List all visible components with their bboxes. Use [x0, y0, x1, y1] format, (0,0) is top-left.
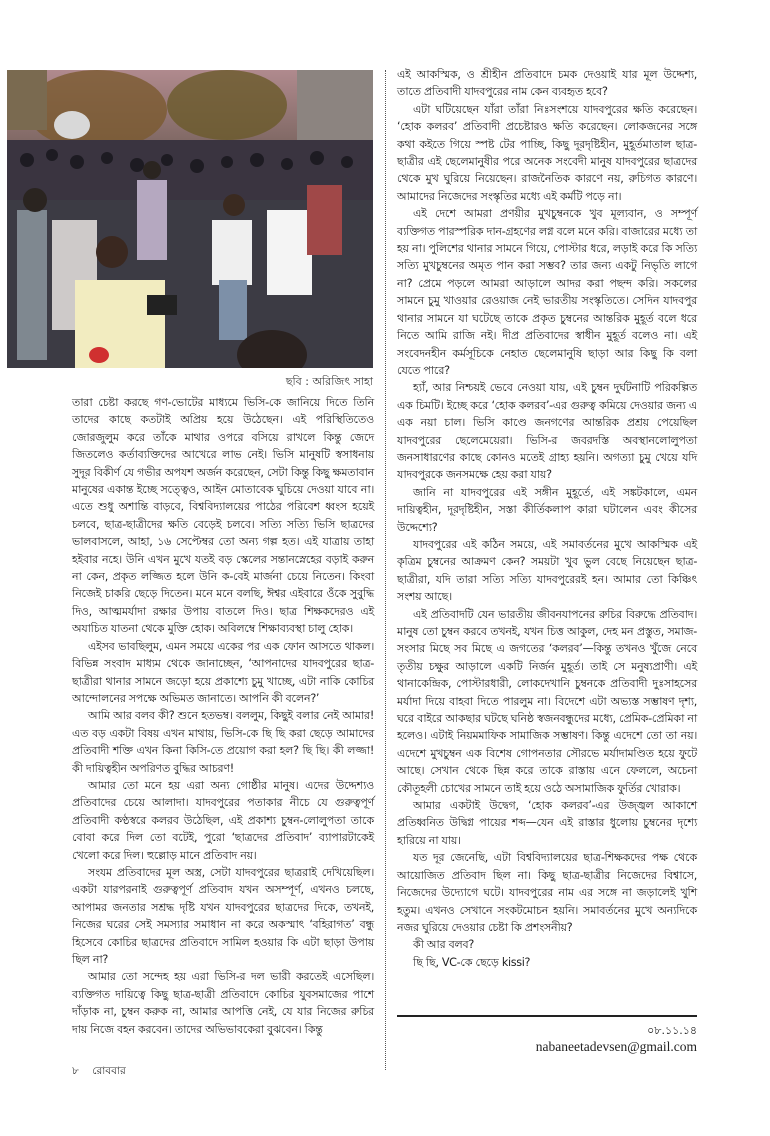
paragraph: আমি আর বলব কী? শুনে হতভম্ব। বললুম, কিছুই বলার নেই আমার! এত বড় একটা বিষয় এখন মাথায়, ভিসি-কে ছি ছি করা ছেড়ে আমাদের প্রতিবাদী শক্তি এখন কিনা কিসি-তে প্রয়োগ করা হল? ছি ছি। কী লজ্জা! কী দায়িত্বহীন অপরিণত বুদ্ধির আচরণ! [72, 709, 374, 775]
signoff-rule [397, 1015, 697, 1017]
paragraph: ছি ছি, VC-কে ছেড়ে kissi? [413, 955, 531, 969]
photo-caption: ছবি : অরিজিৎ সাহা [285, 375, 373, 388]
paragraph: এই আকস্মিক, ও শ্রীহীন প্রতিবাদে চমক দেওয়াই যার মূল উদ্দেশ্য, তাতে প্রতিবাদী যাদবপুরের নাম কেন ব্যবহৃত হবে? [397, 68, 697, 99]
paragraph: আমার তো মনে হয় এরা অন্য গোষ্ঠীর মানুষ। এদের উদ্দেশ্যও প্রতিবাদের চেয়ে আলাদা। যাদবপুরের পতাকার নীচে যে গুরুত্বপূর্ণ প্রতিবাদী কণ্ঠস্বরে কলরব উঠেছিল, এই প্রকাশ্য চুম্বন-লোলুপতা তাকে বোবা করে দিল তো বটেই, পুরো ‘ছাত্রদের প্রতিবাদ’ ব্যাপারটাকেই খেলো করে দিল। হুল্লোড় মানে প্রতিবাদ নয়। [72, 778, 374, 862]
crowd-photo-illustration [7, 70, 373, 368]
paragraph: যত দূর জেনেছি, এটা বিশ্ববিদ্যালয়ের ছাত্র-শিক্ষকদের পক্ষ থেকে আয়োজিত প্রতিবাদ ছিল না। কিছু ছাত্র-ছাত্রীর নিজেদের বিশ্বাসে, নিজেদের উদ্যোগে ঘটে। যাদবপুরের নাম এর সঙ্গে না জড়ালেই খুশি হতুম। এখনও সেখানে সংকটমোচন হয়নি। সমাবর্তনের মুখে অন্যদিকে নজর ঘুরিয়ে দেওয়ার চেষ্টা কি প্রশংসনীয়? [397, 851, 698, 934]
article-date: ০৮.১১.১৪ [647, 1024, 697, 1037]
paragraph: এই প্রতিবাদটি যেন ভারতীয় জীবনযাপনের রুচির বিরুদ্ধে প্রতিবাদ। মানুষ তো চুম্বন করবে তখনই, যখন চিত্ত আকুল, দেহ মন প্রস্তুত, সমাজ-সংসার মিছে সব মিছে এ জগতের ‘কলরব’—কিন্তু তখনও খুঁজে নেবে তৃতীয় চক্ষুর আড়ালে একটি নির্জন মুহূর্ত। তাই সে মনুষ্যপ্রাণী। এই থানাকেন্দ্রিক, পোস্টারধারী, লোকদেখানি চুম্বনকে প্রতিবাদী দুঃসাহসের মর্যাদা দিয়ে বাহবা দিতে পারলুম না। বিদেশে এটা অভ্যস্ত সম্ভাষণ দৃশ্য, ঘরে বাইরে আকছার ঘটছে ঘনিষ্ঠ স্বজনবন্ধুদের মধ্যে, প্রেমিক-প্রেমিকা না হলেও। এটাই নিয়মমাফিক সামাজিক সম্ভাষণ। কিন্তু এদেশে তো তা নয়। এদেশে মুখচুম্বন এক বিশেষ গোপনতার সৌরভে মর্যাদামণ্ডিত হয়ে ফুটে আছে। সেখান থেকে ছিন্ন করে তাকে রাস্তায় এনে ফেললে, অচেনা কৌতূহলী চোখের সামনে তাই হয়ে ওঠে অসামাজিক ফুর্তির খোরাক। [397, 607, 697, 795]
paragraph: সংযম প্রতিবাদের মূল অস্ত্র, সেটা যাদবপুরের ছাত্ররাই দেখিয়েছিল। একটা যারপরনাই গুরুত্বপূর্ণ প্রতিবাদ যখন অসম্পূর্ণ, এখনও চলছে, আপামর জনতার সশ্রদ্ধ দৃষ্টি যখন যাদবপুরের ছাত্রদের দিকে, তখনই, নিজের ঘরের সেই সমস্যার সমাধান না করে অকস্মাৎ ‘বহিরাগত’ বন্ধু হিসেবে কোচির ছাত্রদের প্রতিবাদে সামিল হওয়ার কি এটা ছাড়া উপায় ছিল না? [72, 865, 374, 966]
paragraph: তারা চেষ্টা করছে গণ-ভোটের মাধ্যমে ভিসি-কে জানিয়ে দিতে তিনি তাদের কাছে কতটাই অপ্রিয় হয়ে উঠেছেন। এই পরিস্থিতিতেও জোরজুলুম করে তাঁকে মাথার ওপরে বসিয়ে রাখলে কিন্তু জেদে জিতলেও কর্তাব্যক্তিদের আখেরে লাভ নেই। ভিসি মানুষটি স্বসাধনায় সুদূর বিকীর্ণ যে গভীর অপযশ অর্জন করেছেন, সেটা কিন্তু কিছু ক্ষমতাবান মানুষের একান্ত ইচ্ছে সত্ত্বেও, আইন মোতাবেক ঘুচিয়ে দেওয়া যাবে না। এতে শুধু অশান্তি বাড়বে, বিশ্ববিদ্যালয়ের পাঠের পরিবেশ ধ্বংস হয়েই চলবে, ছাত্র-ছাত্রীদের ক্ষতি বেড়েই চলবে। সত্যি সত্যি ভিসি ছাত্রদের ভালবাসলে, আহা, ১৬ সেপ্টেম্বর তো অন্য গল্প হত। এই যাত্রায় তাহা হইবার নহে। উনি এখন মুখে যতই বড় স্কেলের সন্তানস্নেহের বড়াই করুন না কেন, প্রকৃত লজ্জিত হলে উনি ক-বেই মার্জনা চেয়ে নিতেন। কিংবা নিজেই চাকরি ছেড়ে দিতেন। মনে মনে বলছি, ঈশ্বর এইবারে ওঁকে সুবুদ্ধি দিও, আত্মমর্যাদা রক্ষার উপায় বাতলে দিও। ছাত্র শিক্ষকদেরও এই অযাচিত যাতনা থেকে মুক্তি হোক। অবিলম্বে শিক্ষাব্যবস্থা চালু হোক। [72, 396, 374, 636]
paragraph: হ্যাঁ, আর নিশ্চয়ই ভেবে নেওয়া যায়, এই চুম্বন দুর্ঘটনাটি পরিকল্পিত এক চিমটি। ইচ্ছে করে ‘হোক কলরব’-এর গুরুত্ব কমিয়ে দেওয়ার জন্য এ এক নয়া চাল। ভিসি কাণ্ডে জনগণের আন্তরিক প্রশ্রয় পেয়েছিল যাদবপুরের ছেলেমেয়েরা। ভিসি-র জবরদস্তি অবস্থানলোলুপতা জনসাধারণের কাছে কোনও মতেই গ্রাহ্য হয়নি। অগত্যা চুমু খেয়ে যদি যাদবপুরকে জনসমক্ষে হেয় করা যায়? [397, 381, 697, 482]
paragraph: এইসব ভাবছিলুম, এমন সময়ে একের পর এক ফোন আসতে থাকল। বিভিন্ন সংবাদ মাধ্যম থেকে জানাচ্ছেন, ‘আপনাদের যাদবপুরের ছাত্র-ছাত্রীরা থানার সামনে জড়ো হয়ে প্রকাশ্যে চুমু খাচ্ছে, এটা নাকি কোচির আন্দোলনের সপক্ষে অভিমত জানাতে। আপনি কী বলেন?’ [72, 639, 374, 705]
paragraph: যাদবপুরের এই কঠিন সময়ে, এই সমাবর্তনের মুখে আকস্মিক এই কৃত্রিম চুম্বনের আক্রমণ কেন? সময়টা খুব ভুল বেছে নিয়েছেন ছাত্র-ছাত্রীরা, যদি তারা সত্যি সত্যি যাদবপুরেরই হন। আমার তো কিঞ্চিৎ সংশয় আছে। [397, 537, 697, 604]
paragraph: এটা ঘটিয়েছেন যাঁরা তাঁরা নিঃসংশয়ে যাদবপুরের ক্ষতি করেছেন। ‘হোক কলরব’ প্রতিবাদী প্রচেষ্টারও ক্ষতি করেছেন। লোকজনের সঙ্গে কথা কইতে গিয়ে স্পষ্ট টের পাচ্ছি, কিছু দূরদৃষ্টিহীন, মুহূর্তমাতাল ছাত্র-ছাত্রীর এই ছেলেমানুষীর পরে অনেক সংবেদী মানুষ যাদবপুরের ছাত্রদের থেকে মুখ ঘুরিয়ে নিয়েছেন। রাজনৈতিক কারণে নয়, রুচিগত কারণে। আমাদের নিজেদের সংস্কৃতির মধ্যে এই কর্মটি পড়ে না। [397, 102, 697, 203]
paragraph: কী আর বলব? [413, 938, 474, 952]
author-email: nabaneetadevsen@gmail.com [535, 1039, 697, 1054]
paragraph: জানি না যাদবপুরের এই সঙ্গীন মুহূর্তে, এই সঙ্কটকালে, এমন দায়িত্বহীন, দূরদৃষ্টিহীন, সস্তা কীর্তিকলাপ কারা ঘটালেন এবং কীসের উদ্দেশ্যে? [397, 485, 697, 534]
page-footer [72, 1064, 126, 1081]
right-column-text [397, 66, 697, 971]
left-column-text [72, 394, 374, 1038]
paragraph: আমার একটাই উদ্বেগ, ‘হোক কলরব’-এর উজ্জ্বল আকাশে প্রতিধ্বনিত উদ্বিগ্ন পায়ের শব্দ—যেন এই রাস্তার ধুলোয় চুম্বনের দৃশ্যে হারিয়ে না যায়। [397, 799, 697, 847]
paragraph: এই দেশে আমরা প্রণয়ীর মুখচুম্বনকে খুব মূল্যবান, ও সম্পূর্ণ ব্যক্তিগত পারস্পরিক দান-গ্রহণের লগ্ন বলে মনে করি। বাজারের মধ্যে তা হয় না। পুলিশের থানার সামনে গিয়ে, পোস্টার ধরে, লড়াই করে কি সত্যি সত্যি মুখচুম্বনের অমৃত পান করা সম্ভব? তার জন্য একটু নিভৃতি লাগে না? প্রেমে পড়লে আমরা আড়ালে আদর করা পছন্দ করি। সকলের সামনে চুমু খাওয়ার রেওয়াজ নেই ভারতীয় সংস্কৃতিতে। সেদিন যাদবপুর থানার সামনে যা ঘটেছে তাকে প্রকৃত চুম্বনের আন্তরিক মুহূর্ত বলে ধরে নিতে আমি রাজি নই। দীপ্র প্রতিবাদের স্বাধীন মুহূর্ত বলেও না। এই সংবেদনহীন কর্মসূচিকে নেহাত ছেলেমানুষি ছাড়া আর কিছু কি বলা যেতে পারে? [397, 207, 697, 377]
page-number: ৮ [72, 1065, 79, 1077]
column-divider [385, 70, 386, 1070]
paragraph: আমার তো সন্দেহ হয় এরা ভিসি-র দল ভারী করতেই এসেছিল। ব্যক্তিগত দায়িত্বে কিছু ছাত্র-ছাত্রী প্রতিবাদে কোচির যুবসমাজের পাশে দাঁড়াক না, চুম্বন করুক না, আমার আপত্তি নেই, যে যার নিজের রুচির দায় নিজে বহন করবেন। তাদের অভিভাবকেরা বুঝবেন। কিন্তু [72, 970, 374, 1036]
news-photo [7, 70, 373, 368]
section-name: রোববার [92, 1065, 126, 1077]
